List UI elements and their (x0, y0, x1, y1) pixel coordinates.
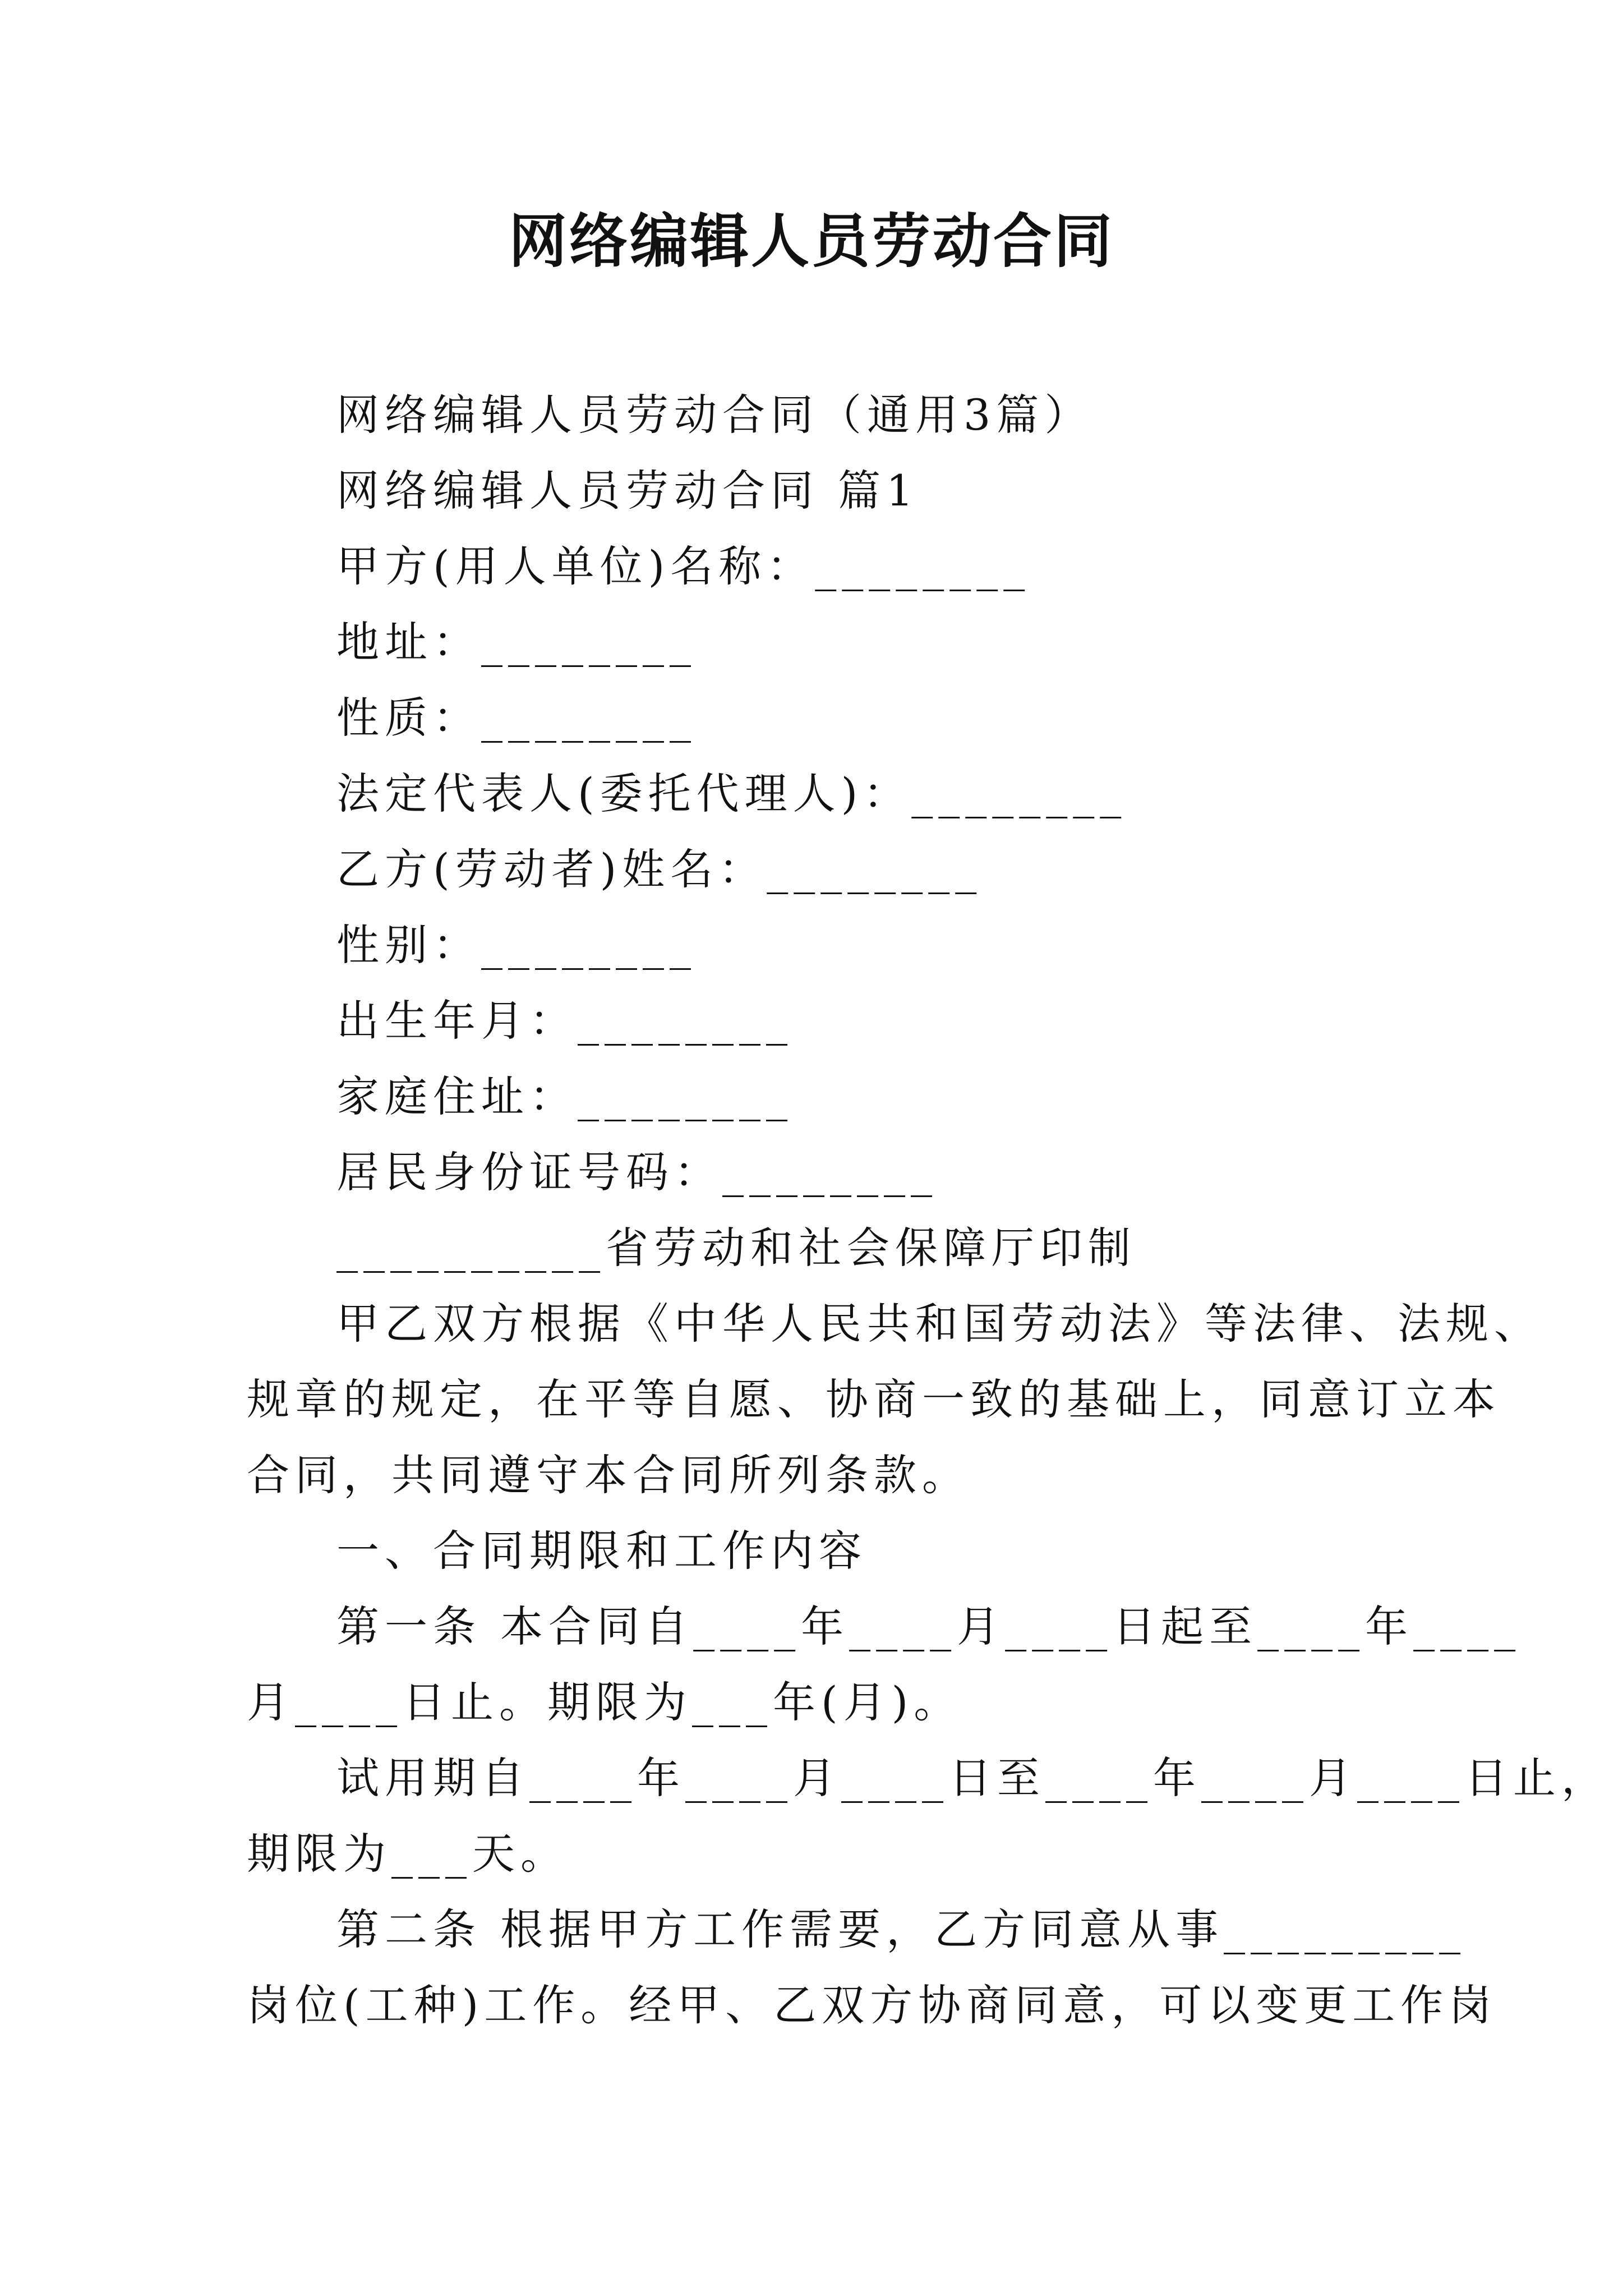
article-1-line-2: 月____日止。期限为___年(月)。 (247, 1677, 962, 1727)
article-1-line-1: 第一条 本合同自____年____月____日起至____年____ (336, 1602, 1521, 1651)
paragraph-intro-line-2: 规章的规定，在平等自愿、协商一致的基础上，同意订立本 (247, 1374, 1501, 1424)
paragraph-intro-line-1: 甲乙双方根据《中华人民共和国劳动法》等法律、法规、 (336, 1299, 1542, 1349)
paragraph-intro-line-3: 合同，共同遵守本合同所列条款。 (247, 1450, 970, 1500)
section-heading-part1: 网络编辑人员劳动合同 篇1 (336, 466, 919, 516)
field-address: 地址：________ (336, 617, 697, 667)
field-nature: 性质：________ (336, 693, 697, 743)
probation-line-1: 试用期自____年____月____日至____年____月____日止， (336, 1753, 1610, 1803)
document-title: 网络编辑人员劳动合同 (508, 206, 1114, 275)
field-home-address: 家庭住址：________ (336, 1071, 793, 1121)
printed-by-line: __________省劳动和社会保障厅印制 (336, 1223, 1136, 1273)
article-2-line-1: 第二条 根据甲方工作需要，乙方同意从事_________ (336, 1904, 1467, 1954)
field-party-b-name: 乙方(劳动者)姓名：________ (336, 844, 983, 894)
field-birth-date: 出生年月：________ (336, 996, 793, 1046)
subtitle-general: 网络编辑人员劳动合同（通用3篇） (336, 390, 1093, 440)
field-gender: 性别：________ (336, 920, 697, 970)
field-id-number: 居民身份证号码：________ (336, 1147, 938, 1197)
section-heading-term: 一、合同期限和工作内容 (336, 1526, 867, 1576)
field-party-a-name: 甲方(用人单位)名称：________ (336, 541, 1031, 591)
article-2-line-2: 岗位(工种)工作。经甲、乙双方协商同意，可以变更工作岗 (247, 1980, 1497, 2030)
field-legal-representative: 法定代表人(委托代理人)：________ (336, 769, 1127, 818)
probation-line-2: 期限为___天。 (247, 1829, 569, 1879)
